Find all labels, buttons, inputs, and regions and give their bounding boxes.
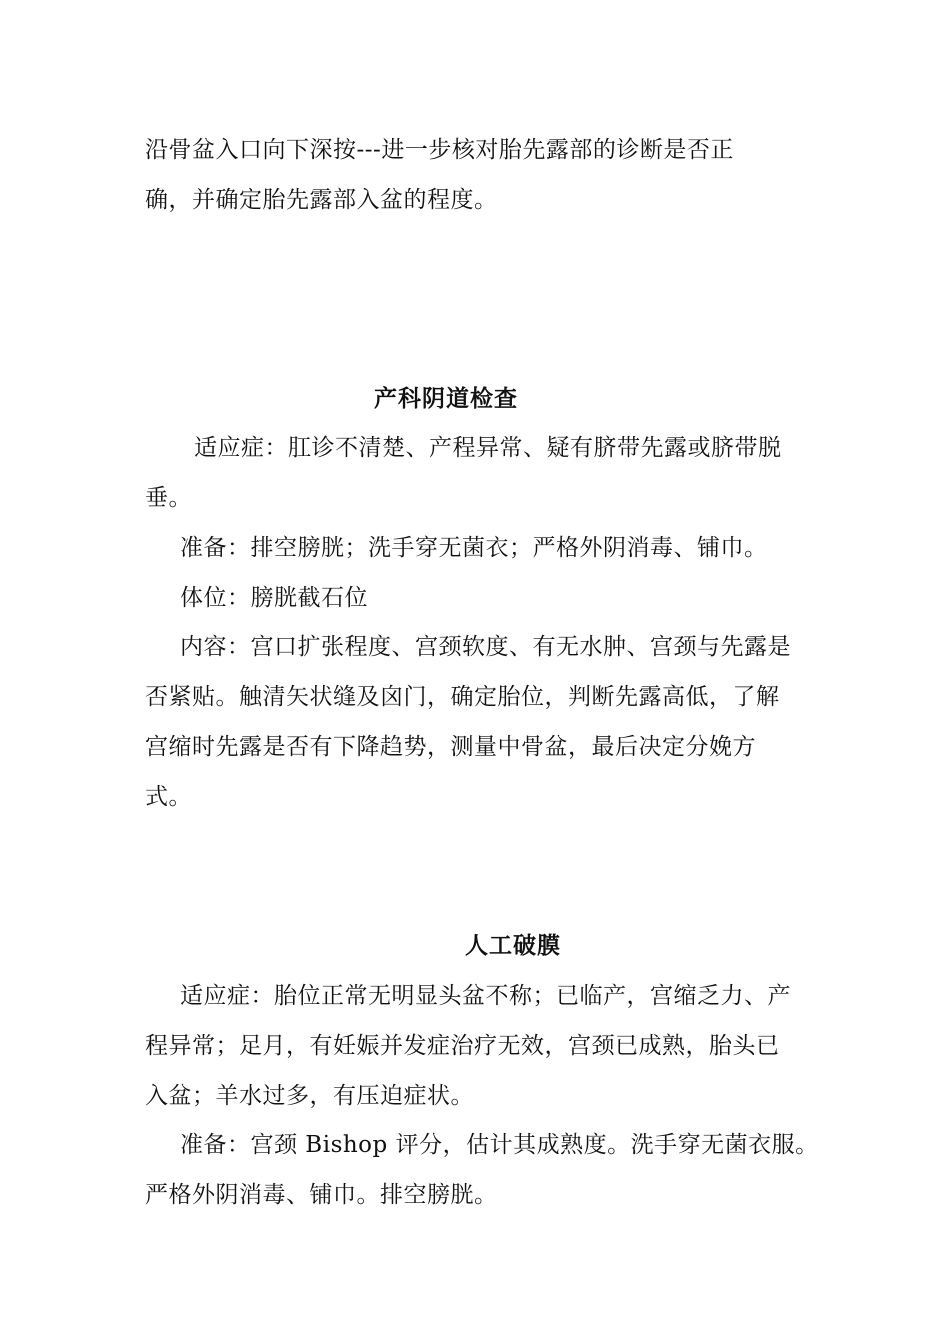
section1-indication-line-2: 垂。 — [145, 485, 192, 511]
intro-line-2: 确，并确定胎先露部入盆的程度。 — [145, 187, 498, 213]
section2-indication-line-2: 程异常；足月，有妊娠并发症治疗无效，宫颈已成熟，胎头已 — [145, 1033, 780, 1059]
section2-preparation-line-2: 严格外阴消毒、铺巾。排空膀胱。 — [145, 1182, 498, 1208]
section1-position-line: 体位：膀胱截石位 — [180, 585, 368, 611]
section1-preparation-line: 准备：排空膀胱；洗手穿无菌衣；严格外阴消毒、铺巾。 — [180, 535, 768, 561]
section1-indication-line-1: 适应症：肛诊不清楚、产程异常、疑有脐带先露或脐带脱 — [194, 435, 782, 461]
section-title-amniotomy: 人工破膜 — [465, 932, 561, 959]
section-title-vaginal-exam: 产科阴道检查 — [374, 385, 518, 412]
section2-indication-line-1: 适应症：胎位正常无明显头盆不称；已临产，宫缩乏力、产 — [180, 983, 791, 1009]
section1-content-line-2: 否紧贴。触清矢状缝及囟门，确定胎位，判断先露高低，了解 — [145, 684, 780, 710]
section1-content-line-4: 式。 — [145, 784, 192, 810]
section1-content-line-3: 宫缩时先露是否有下降趋势，测量中骨盆，最后决定分娩方 — [145, 734, 756, 760]
section1-content-line-1: 内容：宫口扩张程度、宫颈软度、有无水肿、宫颈与先露是 — [180, 634, 791, 660]
section2-indication-line-3: 入盆；羊水过多，有压迫症状。 — [145, 1083, 474, 1109]
section2-preparation-line-1: 准备：宫颈 Bishop 评分，估计其成熟度。洗手穿无菌衣服。 — [180, 1132, 819, 1158]
intro-line-1: 沿骨盆入口向下深按---进一步核对胎先露部的诊断是否正 — [145, 137, 734, 163]
